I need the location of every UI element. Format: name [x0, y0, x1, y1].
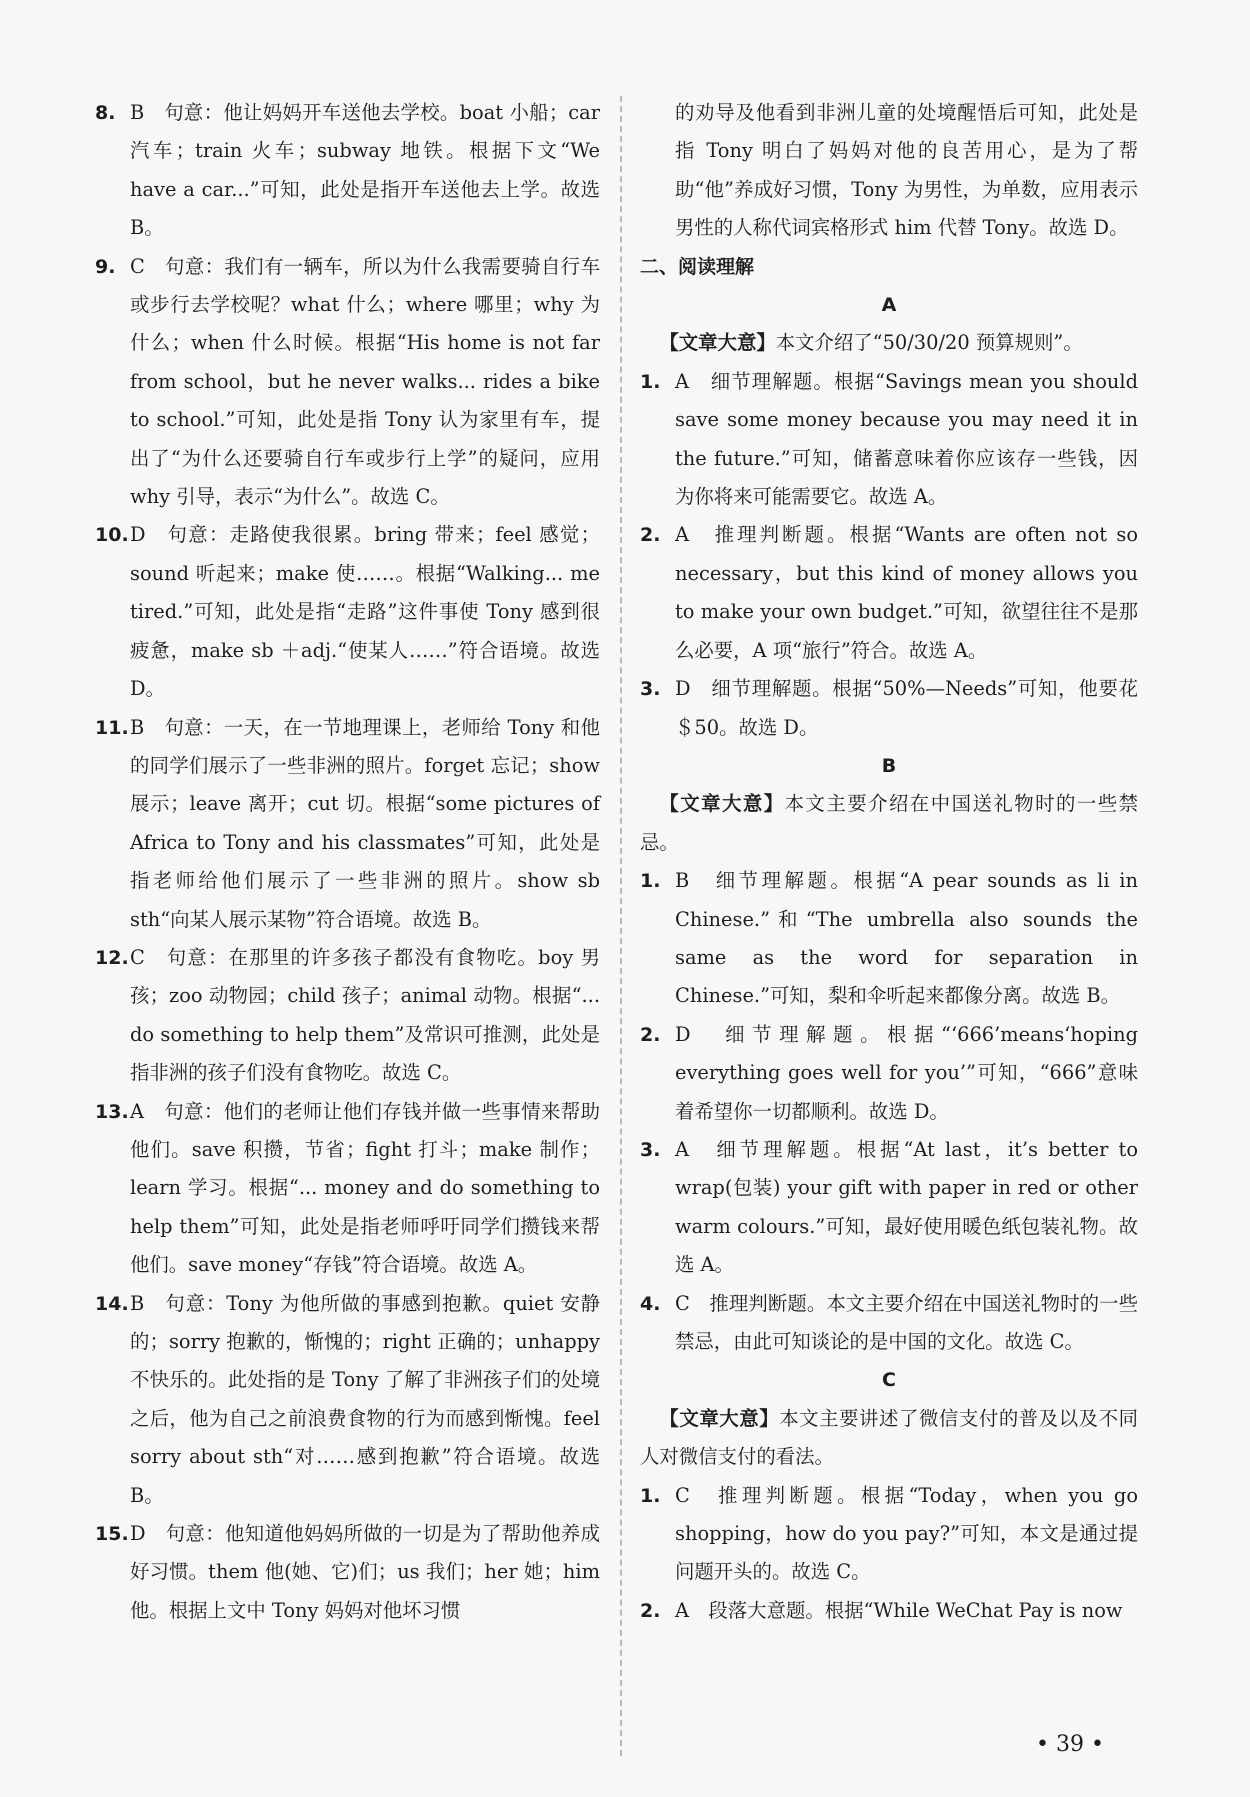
continued-text: 的劝导及他看到非洲儿童的处境醒悟后可知，此处是指 Tony 明白了妈妈对他的良苦用心，是为了帮助“他”养成好习惯，Tony 为男性，为单数，应用表示男性的人称代词宾格形式 him 代替 Tony。故选 D。	[675, 101, 1138, 240]
answer-item: 3. A 细节理解题。根据“At last，it’s better to wrap(包装) your gift with paper in red or other warm colours.”可知，最好使用暖色纸包装礼物。故选 A。	[640, 1137, 1138, 1277]
answer-item: 11. B 句意：一天，在一节地理课上，老师给 Tony 和他的同学们展示了一些非洲的照片。forget 忘记；show 展示；leave 离开；cut 切。根据“some pictures of Africa to Tony and his classmates”可知，此处是指老师给他们展示了一些非洲的照片。show sb sth“向某人展示某物”符合语境。故选 B。	[95, 715, 600, 931]
passage-summary: 【文章大意】本文介绍了“50/30/20 预算规则”。	[659, 331, 1083, 355]
answer-item: 2. D 细节理解题。根据“‘666’means‘hoping everything goes well for you’”可知，“666”意味着希望你一切都顺利。故选 D。	[640, 1022, 1138, 1123]
answer-item: 8. B 句意：他让妈妈开车送他去学校。boat 小船；car 汽车；train 火车；subway 地铁。根据下文“We have a car...”可知，此处是指开车送他去上学。故选 B。	[95, 101, 600, 240]
answer-item: 2. A 推理判断题。根据“Wants are often not so necessary，but this kind of money allows you to make your own budget.”可知，欲望往往不是那么必要，A 项“旅行”符合。故选 A。	[640, 523, 1138, 662]
answer-item: 1. A 细节理解题。根据“Savings mean you should save some money because you may need it in the future.”可知，储蓄意味着你应该存一些钱，因为你将来可能需要它。故选 A。	[640, 369, 1138, 509]
answer-item: 3. D 细节理解题。根据“50%—Needs”可知，他要花＄50。故选 D。	[640, 677, 1138, 739]
passage-summary: 【文章大意】本文主要介绍在中国送礼物时的一些禁忌。	[640, 792, 1139, 854]
answer-item: 12. C 句意：在那里的许多孩子都没有食物吃。boy 男孩；zoo 动物园；child 孩子；animal 动物。根据“... do something to help them”及常识可推测，此处是指非洲的孩子们没有食物吃。故选 C。	[95, 945, 600, 1085]
answer-item: 13. A 句意：他们的老师让他们存钱并做一些事情来帮助他们。save 积攒，节省；fight 打斗；make 制作；learn 学习。根据“... money and do something to help them”可知，此处是指老师呼吁同学们攒钱来帮他们。save money“存钱”符合语境。故选 A。	[95, 1099, 600, 1277]
section-title: 二、阅读理解	[640, 255, 755, 278]
answer-item: 10. D 句意：走路使我很累。bring 带来；feel 感觉；sound 听起来；make 使……。根据“Walking... me tired.”可知，此处是指“走路”这件事使 Tony 感到很疲惫，make sb ＋adj.“使某人……”符合语境。故选 D。	[95, 523, 600, 701]
page-number: • 39 •	[1036, 1732, 1104, 1757]
column-divider	[620, 96, 622, 1756]
passage-summary: 【文章大意】本文主要讲述了微信支付的普及以及不同人对微信支付的看法。	[640, 1406, 1138, 1469]
answer-item: 14. B 句意：Tony 为他所做的事感到抱歉。quiet 安静的；sorry 抱歉的，惭愧的；right 正确的；unhappy 不快乐的。此处指的是 Tony 了解了非洲孩子们的处境之后，他为自己之前浪费食物的行为而感到惭愧。feel sorry about sth“对……感到抱歉”符合语境。故选 B。	[95, 1291, 600, 1507]
answer-item: 2. A 段落大意题。根据“While WeChat Pay is now	[640, 1598, 1123, 1622]
passage-heading: A	[881, 294, 897, 317]
passage-heading: B	[881, 754, 897, 777]
left-column	[95, 94, 600, 1630]
answer-item: 4. C 推理判断题。本文主要介绍在中国送礼物时的一些禁忌，由此可知谈论的是中国的文化。故选 C。	[640, 1291, 1138, 1353]
passage-heading: C	[882, 1369, 896, 1392]
answer-item: 1. B 细节理解题。根据“A pear sounds as li in Chinese.”和“The umbrella also sounds the same as the word for separation in Chinese.”可知，梨和伞听起来都像分离。故选 B。	[640, 869, 1138, 1008]
answer-item: 1. C 推理判断题。根据“Today，when you go shopping，how do you pay?”可知，本文是通过提问题开头的。故选 C。	[640, 1483, 1138, 1584]
answer-item: 15. D 句意：他知道他妈妈所做的一切是为了帮助他养成好习惯。them 他(她、它)们；us 我们；her 她；him 他。根据上文中 Tony 妈妈对他坏习惯	[95, 1522, 600, 1622]
answer-item: 9. C 句意：我们有一辆车，所以为什么我需要骑自行车或步行去学校呢？what 什么；where 哪里；why 为什么；when 什么时候。根据“His home is not far from school，but he never walks... rides a bike to school.”可知，此处是指 Tony 认为家里有车，提出了“为什么还要骑自行车或步行上学”的疑问，应用 why 引导，表示“为什么”。故选 C。	[95, 254, 600, 509]
right-column	[640, 94, 1138, 1630]
